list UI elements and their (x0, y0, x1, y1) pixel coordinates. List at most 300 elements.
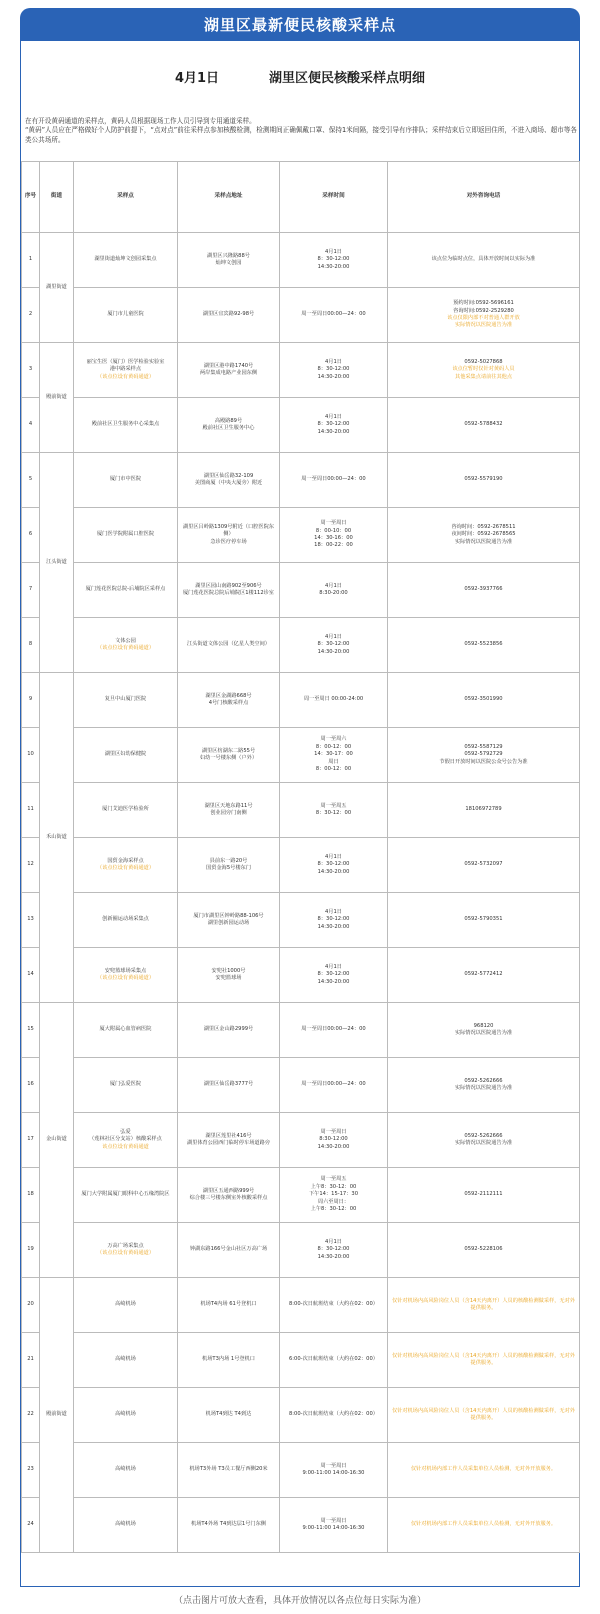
cell-no: 7 (22, 563, 40, 618)
cell-time (280, 563, 388, 618)
cell-site (74, 1058, 178, 1113)
cell-time (280, 1443, 388, 1498)
cell-site (74, 233, 178, 288)
cell-note: 仅针对机场内高风险岗位人员（含14天内离开）人员的核酸检测做采样，无对外提供服务。 (388, 1388, 580, 1443)
table-row (22, 343, 580, 398)
cell-line: 0592-5228106 (464, 1246, 503, 1253)
heading-date: 4月1日 (174, 70, 220, 86)
cell-site (74, 398, 178, 453)
cell-address (178, 728, 280, 783)
cell-phone (388, 288, 580, 343)
cell-line: 14:30-20:00 (317, 868, 350, 875)
cell-address (178, 1333, 280, 1388)
cell-time (280, 728, 388, 783)
cell-line: 夜间时间：0592-2678565 (451, 531, 516, 538)
table-row (22, 453, 580, 508)
cell-line: 安兜篮球场 (215, 975, 242, 981)
cell-line: 节假日开放时间以医院公众号公告为准 (439, 758, 528, 765)
cell-line: 弘爱 (120, 1128, 131, 1135)
cell-time (280, 893, 388, 948)
cell-phone (388, 618, 580, 673)
table-row (22, 673, 580, 728)
cell-line: 丽宝生医（厦门）医学检验实验室 (86, 358, 165, 365)
cell-phone (388, 508, 580, 563)
cell-line: 高崎机场 (115, 1411, 136, 1418)
cell-address (178, 948, 280, 1003)
table-row (22, 893, 580, 948)
cell-line: 0592-3937766 (464, 586, 503, 593)
cell-line: 4月1日 (325, 413, 342, 420)
cell-no: 22 (22, 1388, 40, 1443)
cell-time (280, 508, 388, 563)
cell-line: 4月1日 (325, 248, 342, 255)
cell-phone (388, 1058, 580, 1113)
table-row (22, 1003, 580, 1058)
cell-line: 实际情况以医院通告为准 (454, 1140, 513, 1146)
cell-site (74, 1003, 178, 1058)
cell-no: 17 (22, 1113, 40, 1168)
table-row (22, 838, 580, 893)
cell-line: 湖里区妇幼保健院 (104, 751, 147, 758)
cell-line: 14:30-20:00 (317, 923, 350, 930)
table-row (22, 1333, 580, 1388)
cell-no: 23 (22, 1443, 40, 1498)
cell-line: 0592-3501990 (464, 696, 503, 703)
cell-address (178, 508, 280, 563)
table-body (22, 233, 580, 1553)
cell-line: 高崎机场 (115, 1521, 136, 1528)
cell-no: 18 (22, 1168, 40, 1223)
cell-phone (388, 1003, 580, 1058)
cell-line: 18106972789 (465, 806, 502, 813)
intro-line: 在有开设黄码通道的采样点，黄码人员根据现场工作人员引导到专用通道采样。 (25, 117, 256, 125)
cell-no: 1 (22, 233, 40, 288)
cell-line: 实际情况以医院通告为准 (454, 538, 513, 545)
cell-address (178, 398, 280, 453)
cell-line: 湖里区枋湖东二路55号 (201, 747, 256, 754)
cell-time (280, 398, 388, 453)
cell-time (280, 453, 388, 508)
cell-line: 0592-5792729 (464, 751, 503, 758)
cell-line: 高崎机场 (115, 1356, 136, 1363)
cell-line: 周一至周日 (320, 1517, 347, 1524)
cell-line: 4月1日 (325, 963, 342, 970)
cell-line: 湖里体育公园西门临时停车场道路旁 (186, 1140, 270, 1146)
cell-line: 8：30-12:00 (317, 916, 350, 923)
cell-line: 湖里区港中路1740号 (203, 362, 254, 369)
cell-line: 下午14：15-17：30 (308, 1191, 359, 1198)
cell-site (74, 1388, 178, 1443)
cell-line: 周一至周五 (320, 802, 347, 809)
cell-line: （该点位设有黄码通道） (96, 645, 155, 651)
cell-address (178, 1388, 280, 1443)
cell-line: 殿前社区卫生服务中心采集点 (91, 421, 160, 428)
cell-line: 4号门核酸采样点 (208, 700, 249, 706)
cell-line: 实际情况以医院通告为准 (454, 1030, 513, 1036)
cell-site (74, 1223, 178, 1278)
cell-no: 12 (22, 838, 40, 893)
header-address: 采样点地址 (178, 162, 280, 233)
cell-note: 仅针对机场内高风险岗位人员（含14天内离开）人员的核酸检测做采样，无对外提供服务。 (388, 1278, 580, 1333)
cell-no: 21 (22, 1333, 40, 1388)
cell-address (178, 1168, 280, 1223)
cell-line: 急诊医疗停车场 (210, 538, 247, 545)
cell-line: 周一至周日00:00—24：00 (301, 1081, 366, 1088)
cell-address (178, 453, 280, 508)
cell-line: 周一至周日00:00—24：00 (301, 1026, 366, 1033)
cell-line: 湖里区金山路2999号 (203, 1026, 254, 1033)
cell-line: 上午8：30-12：00 (310, 1183, 357, 1190)
cell-line: 湖里区莲里社416号 (205, 1132, 252, 1139)
banner-title: 湖里区最新便民核酸采样点 (20, 8, 580, 40)
cell-line: 0592-5027868 (464, 358, 503, 365)
cell-site (74, 618, 178, 673)
table-row (22, 398, 580, 453)
cell-time (280, 233, 388, 288)
sheet-heading (21, 61, 579, 91)
cell-line: 殿前社区卫生服务中心 (202, 425, 255, 431)
cell-line: （该点位设有黄码通道） (96, 1250, 155, 1256)
cell-address (178, 563, 280, 618)
cell-line: 创新圈运动场采集点 (102, 916, 149, 923)
cell-line: 咨询时间:0592-2529280 (453, 307, 514, 314)
cell-line: 灿坤文创园 (215, 260, 242, 266)
cell-line: 厦门艾迪医学检验所 (102, 806, 149, 813)
cell-time (280, 1058, 388, 1113)
cell-line: 厦门莲花医院总院-后埔院区采样点 (85, 586, 166, 593)
cell-line: 机场T3外场 T3员工餐厅西侧20米 (189, 1466, 268, 1473)
table-row (22, 1223, 580, 1278)
cell-line: 0592-5788432 (464, 421, 503, 428)
cell-line: 厦门市儿童医院 (107, 311, 144, 318)
cell-line: 机场T4外场 T4到达层1号门东侧 (191, 1521, 266, 1528)
cell-line: 机场T3内场 1号登机口 (202, 1356, 255, 1363)
cell-address (178, 618, 280, 673)
cell-site (74, 1443, 178, 1498)
table-row (22, 1168, 580, 1223)
table-row (22, 1113, 580, 1168)
cell-line: 厦门大学附属厦门眼科中心五缘湾院区 (81, 1191, 170, 1198)
cell-line: 14：30-16：00 (314, 535, 353, 541)
cell-line: 周一至周日 (320, 1128, 347, 1135)
cell-line: 14:30-20:00 (317, 1253, 350, 1260)
cell-line: 安兜篮球场采集点 (104, 967, 147, 974)
cell-time (280, 288, 388, 343)
cell-line: 4月1日 (325, 908, 342, 915)
cell-line: 4月1日 (325, 853, 342, 860)
header-street: 街道 (40, 162, 74, 233)
cell-line: 14:30-20:00 (317, 648, 350, 655)
cell-line: 8:30-20:00 (319, 590, 348, 596)
cell-site (74, 838, 178, 893)
cell-address (178, 1498, 280, 1553)
cell-time (280, 1278, 388, 1333)
cell-line: 该点位为临时点位，具体开放时间以实际为准 (431, 256, 536, 263)
cell-line: 安兜社1000号 (211, 967, 246, 974)
cell-no: 19 (22, 1223, 40, 1278)
sampling-sheet (20, 40, 580, 1587)
cell-line: 厦门弘爱医院 (109, 1081, 142, 1088)
cell-phone (388, 728, 580, 783)
cell-no: 8 (22, 618, 40, 673)
cell-line: 14:30-20:00 (317, 428, 350, 435)
cell-line: 4月1日 (325, 1238, 342, 1245)
cell-address (178, 893, 280, 948)
cell-site (74, 948, 178, 1003)
cell-address (178, 1278, 280, 1333)
table-row (22, 728, 580, 783)
cell-line: 湖里区吕岭路1309号附近（口腔医院东侧） (182, 523, 274, 538)
cell-phone (388, 948, 580, 1003)
cell-no: 10 (22, 728, 40, 783)
intro-text (25, 117, 577, 145)
table-row (22, 618, 580, 673)
cell-no: 16 (22, 1058, 40, 1113)
cell-line: 综合楼三号楼东侧室外核酸采样点 (189, 1195, 268, 1201)
table-row (22, 1443, 580, 1498)
cell-time (280, 1388, 388, 1443)
cell-address (178, 233, 280, 288)
cell-line: 4月1日 (325, 358, 342, 365)
cell-no: 5 (22, 453, 40, 508)
cell-line: 湖里区天地东路11号 (204, 802, 253, 809)
cell-time (280, 618, 388, 673)
cell-line: 复旦中山厦门医院 (104, 696, 147, 703)
cell-line: 14:30-20:00 (317, 978, 350, 985)
cell-no: 20 (22, 1278, 40, 1333)
cell-time (280, 1003, 388, 1058)
table-row (22, 1058, 580, 1113)
cell-line: 机场T4内场 61号登机口 (200, 1301, 257, 1308)
cell-line: 两岸集成电路产业园东侧 (199, 370, 258, 376)
cell-line: 周一至周五 (320, 1176, 347, 1183)
cell-line: 预约时间:0592-5696161 (453, 300, 514, 307)
cell-phone (388, 1168, 580, 1223)
cell-line: 6:00-次日航班结束（大约在02：00） (289, 1356, 378, 1363)
table-row (22, 508, 580, 563)
cell-site (74, 508, 178, 563)
cell-line: 厦门市湖里区钟岭路88-106号 (193, 912, 264, 919)
cell-address (178, 343, 280, 398)
table-row (22, 1278, 580, 1333)
table-row (22, 1498, 580, 1553)
cell-line: 湖里区仙岳路3777号 (203, 1081, 254, 1088)
header-phone: 对外咨询电话 (388, 162, 580, 233)
cell-line: 0592-5790351 (464, 916, 503, 923)
cell-phone (388, 1223, 580, 1278)
cell-line: 周一至周日 00:00-24:00 (303, 696, 364, 703)
cell-address (178, 288, 280, 343)
cell-phone (388, 838, 580, 893)
cell-line: 8:30-12:00 (319, 1136, 348, 1143)
table-row (22, 563, 580, 618)
cell-address (178, 673, 280, 728)
cell-line: 咨询时间：0592-2678511 (451, 523, 516, 530)
cell-line: （该点位设有黄码通道） (96, 975, 155, 981)
cell-line: 4月1日 (325, 582, 342, 589)
cell-line: 创业园旁门南侧 (210, 810, 247, 816)
intro-line: “黄码”人员应在严格做好个人防护前提下，“点对点”前往采样点参加核酸检测，检测期间正确佩戴口罩、保持1米间隔，接受引导有序排队；采样结束后立即返回住所，不进入商场、超市等各类公共场所。 (25, 126, 577, 144)
cell-line: 该点仅限内部不对普通人群开放 (447, 315, 520, 321)
cell-site (74, 728, 178, 783)
cell-line: 14:30-20:00 (317, 263, 350, 270)
cell-line: 其他采集点请前往其他点 (454, 373, 513, 380)
cell-line: 湖里区金湖路668号 (205, 692, 252, 699)
cell-line: 高崎机场 (115, 1466, 136, 1473)
cell-line: 美图商厦（中央大厦旁）附近 (194, 480, 263, 486)
cell-no: 9 (22, 673, 40, 728)
cell-time (280, 1333, 388, 1388)
cell-line: 国贸金海5号楼东门 (206, 865, 251, 871)
cell-street: 殿前街道 (40, 1278, 74, 1553)
cell-line: 厦门莲花医院总院后埔院区1楼112诊室 (182, 590, 274, 596)
cell-no: 24 (22, 1498, 40, 1553)
header-time: 采样时间 (280, 162, 388, 233)
cell-line: 4月1日 (325, 633, 342, 640)
cell-site (74, 1113, 178, 1168)
cell-phone (388, 453, 580, 508)
cell-phone (388, 398, 580, 453)
cell-no: 15 (22, 1003, 40, 1058)
cell-line: 高崎机场 (115, 1301, 136, 1308)
cell-street: 殿前街道 (40, 343, 74, 453)
table-row (22, 783, 580, 838)
cell-line: 8：30-12:00 (317, 641, 350, 648)
sampling-table (21, 161, 580, 1553)
cell-line: 14:30-20:00 (317, 1143, 350, 1150)
cell-line: （莲林社区分支站）核酸采样点 (89, 1136, 162, 1143)
cell-line: 8:00-次日航班结束（大约在02：00） (289, 1411, 378, 1418)
cell-phone (388, 1113, 580, 1168)
cell-line: 周一至周六 (320, 736, 347, 743)
cell-site (74, 893, 178, 948)
cell-line: 厦门医学院附属口腔医院 (96, 531, 155, 538)
cell-line: 0592-2112111 (464, 1191, 503, 1198)
cell-line: 妇幼一号楼东侧（户外） (199, 755, 258, 761)
cell-line: 江头街道文体公园（亿星人类空间） (186, 641, 270, 648)
cell-line: 0592-5732097 (464, 861, 503, 868)
cell-line: 湖里区园山南路902至906号 (195, 582, 262, 589)
cell-line: 8：00-12：00 (315, 743, 352, 750)
cell-line: 0592-5772412 (464, 971, 503, 978)
cell-note: 仅针对机场内部工作人员采集单位人员检测，无对外开放服务。 (388, 1498, 580, 1553)
cell-line: 上午8：30-12：00 (310, 1206, 357, 1213)
cell-line: （该点位设有黄码通道） (96, 373, 155, 380)
cell-line: 钟湖东路166号金山社区万高广场 (189, 1246, 268, 1253)
cell-no: 13 (22, 893, 40, 948)
cell-phone (388, 563, 580, 618)
cell-line: 0592-5523856 (464, 641, 503, 648)
cell-line: 厦门市中医院 (109, 476, 142, 483)
cell-line: 万高广场采集点 (107, 1242, 144, 1249)
cell-line: 县前东一路20号 (209, 857, 248, 864)
table-header-row (22, 162, 580, 233)
cell-line: 周一至周日 (320, 1462, 347, 1469)
cell-line: 周一至周日00:00—24：00 (301, 476, 366, 483)
cell-site (74, 343, 178, 398)
cell-no: 6 (22, 508, 40, 563)
cell-no: 2 (22, 288, 40, 343)
table-row (22, 233, 580, 288)
cell-time (280, 343, 388, 398)
cell-line: 湖里区仙岳路32-109 (203, 472, 254, 479)
cell-time (280, 673, 388, 728)
cell-line: 8：30-12:00 (317, 366, 350, 373)
cell-line: 该点位暂时仅针对黄码人员 (452, 366, 515, 373)
cell-phone (388, 233, 580, 288)
cell-time (280, 1168, 388, 1223)
table-row (22, 288, 580, 343)
cell-line: 968120 (473, 1022, 494, 1029)
cell-line: 周日 (328, 758, 339, 765)
cell-line: 18：00-22：00 (314, 542, 353, 549)
cell-address (178, 1058, 280, 1113)
cell-line: 8：30-12:00 (317, 421, 350, 428)
cell-street: 江头街道 (40, 453, 74, 673)
cell-line: 14:30-20:00 (317, 373, 350, 380)
cell-line: 周六至周日： (317, 1198, 350, 1205)
cell-line: 湖里街道灿坤文创园采集点 (94, 256, 157, 263)
cell-site (74, 1168, 178, 1223)
cell-street: 金山街道 (40, 1003, 74, 1278)
cell-time (280, 783, 388, 838)
table-row (22, 1388, 580, 1443)
cell-phone (388, 783, 580, 838)
cell-address (178, 838, 280, 893)
cell-line: 9:00-11:00 14:00-16:30 (302, 1470, 365, 1476)
cell-line: 该点位设有黄码通道 (102, 1143, 149, 1150)
cell-line: 8:00-次日航班结束（大约在02：00） (289, 1301, 378, 1308)
cell-no: 14 (22, 948, 40, 1003)
cell-site (74, 1498, 178, 1553)
cell-site (74, 783, 178, 838)
cell-line: 9:00-11:00 14:00-16:30 (302, 1525, 365, 1531)
cell-line: 实际情况以医院通告为准 (454, 322, 513, 329)
cell-address (178, 783, 280, 838)
cell-note: 仅针对机场内部工作人员采集单位人员检测，无对外开放服务。 (388, 1443, 580, 1498)
cell-line: 8：30-12:00 (317, 861, 350, 868)
cell-line: （该点位设有黄码通道） (96, 865, 155, 871)
cell-time (280, 1223, 388, 1278)
cell-address (178, 1443, 280, 1498)
cell-line: 高殿路89号 (214, 417, 243, 424)
cell-line: 港中路采样点 (109, 366, 142, 373)
cell-site (74, 563, 178, 618)
cell-line: 周一至周日 (320, 520, 347, 527)
cell-line: 14：30-17：00 (314, 751, 353, 758)
cell-line: 8：30-12:00 (317, 1246, 350, 1253)
cell-site (74, 453, 178, 508)
cell-phone (388, 673, 580, 728)
cell-address (178, 1113, 280, 1168)
cell-phone (388, 343, 580, 398)
cell-line: 厦大附属心血管病医院 (99, 1026, 152, 1033)
cell-line: 8：30-12:00 (317, 971, 350, 978)
table-row (22, 948, 580, 1003)
cell-no: 4 (22, 398, 40, 453)
cell-line: 8：30-12:00 (317, 256, 350, 263)
cell-site (74, 1278, 178, 1333)
cell-no: 11 (22, 783, 40, 838)
cell-note: 仅针对机场内高风险岗位人员（含14天内离开）人员的核酸检测做采样，无对外提供服务。 (388, 1333, 580, 1388)
cell-address (178, 1223, 280, 1278)
cell-line: 0592-5262666 (464, 1077, 503, 1084)
cell-line: 0592-5262666 (464, 1132, 503, 1139)
cell-phone (388, 893, 580, 948)
cell-line: 0592-5587129 (464, 743, 503, 750)
footer-caption: （点击图片可放大查看，具体开放情况以各点位每日实际为准） (173, 1596, 426, 1606)
cell-site (74, 673, 178, 728)
